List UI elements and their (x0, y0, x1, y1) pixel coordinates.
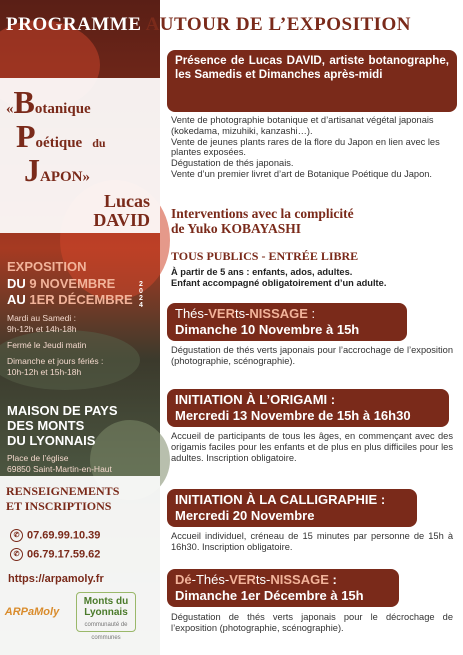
opening-hours (7, 313, 133, 378)
hours-line: 10h-12h et 15h-18h (7, 367, 82, 377)
event-title: Thés-VERts-NISSAGE : (175, 306, 316, 321)
public-heading: TOUS PUBLICS - ENTRÉE LIBRE (171, 249, 359, 263)
phone-icon: ✆ (10, 529, 23, 542)
event-devernissage-box (167, 569, 399, 607)
hours-line: Mardi au Samedi : (7, 313, 76, 323)
venue-block (7, 403, 118, 475)
presence-title-box: Présence de Lucas DAVID, artiste botanographe, les Samedis et Dimanches après-midi (167, 50, 457, 112)
date-start: 9 NOVEMBRE (29, 276, 116, 291)
event-title: Dé-Thés-VERts-NISSAGE : (175, 572, 337, 587)
phone-number-2[interactable]: ✆ 06.79.17.59.62 (10, 548, 100, 561)
word-poetique: oétique (35, 135, 83, 151)
event-vernissage-box (167, 303, 407, 341)
hours-line: Fermé le Jeudi matin (7, 340, 87, 350)
book-title-line-3 (24, 152, 90, 189)
event-title: INITIATION À L’ORIGAMI : (175, 392, 336, 407)
phone-icon: ✆ (10, 548, 23, 561)
date-prefix-du: DU (7, 276, 30, 291)
initial-p: P (16, 118, 36, 154)
book-title-line-2 (16, 118, 106, 155)
event-date: Dimanche 1er Décembre à 15h (175, 587, 364, 603)
author-last-name: DAVID (93, 210, 150, 230)
close-quote: » (82, 169, 90, 185)
author-name (93, 192, 150, 230)
author-first-name: Lucas (103, 191, 150, 211)
monts-du-lyonnais-logo: Monts du Lyonnais communauté de communes (76, 592, 136, 632)
open-quote: « (6, 101, 14, 117)
interventions-heading: Interventions avec la complicité de Yuko KOBAYASHI (171, 206, 354, 236)
exposition-label: EXPOSITION (7, 259, 87, 274)
phone-number-1[interactable]: ✆ 07.69.99.10.39 (10, 529, 100, 542)
title-bar (0, 0, 463, 42)
exposition-block (7, 259, 143, 378)
initial-b: B (13, 84, 35, 120)
hours-line: Dimanche et jours fériés : (7, 356, 104, 366)
venue-name: MAISON DE PAYS DES MONTS DU LYONNAIS (7, 403, 118, 448)
contact-title: RENSEIGNEMENTS ET INSCRIPTIONS (6, 484, 120, 513)
page-title (6, 14, 411, 36)
exposition-year: 2024 (139, 281, 143, 309)
event-date: Mercredi 13 Novembre de 15h à 16h30 (175, 407, 411, 423)
website-link[interactable]: https://arpamoly.fr (8, 573, 104, 585)
event-date: Dimanche 10 Novembre à 15h (175, 321, 360, 337)
event-description: Accueil de participants de tous les âges, en commençant avec des origamis faciles pour les enfants et de plus en plus difficiles pour les adultes. Inscription obligatoire. (171, 431, 453, 463)
event-description: Dégustation de thés verts japonais pour le décrochage de l’exposition (photographie, scénographie). (171, 612, 453, 633)
hours-line: 9h-12h et 14h-18h (7, 324, 77, 334)
contact-card (0, 476, 160, 655)
book-title-line-1 (6, 84, 91, 121)
title-right: AUTOUR DE L’EXPOSITION (145, 14, 412, 35)
title-left: PROGRAMME (6, 14, 146, 35)
word-botanique: otanique (34, 101, 91, 117)
word-du: du (92, 136, 106, 150)
date-end: 1ER DÉCEMBRE (29, 292, 133, 307)
event-description: Dégustation de thés verts japonais pour l’accrochage de l’exposition (photographie, scénographie). (171, 345, 453, 366)
exposition-dates (7, 276, 133, 308)
venue-address: Place de l’église 69850 Saint-Martin-en-Haut (7, 453, 112, 474)
event-date: Mercredi 20 Novembre (175, 507, 315, 523)
arpamoly-logo: ARPaMoly (4, 606, 60, 618)
event-origami-box (167, 389, 449, 427)
initial-j: J (24, 152, 40, 188)
date-prefix-au: AU (7, 292, 30, 307)
book-title-card (0, 78, 160, 233)
event-description: Accueil individuel, créneau de 15 minutes par personne de 15h à 16h30. Inscription obligatoire. (171, 531, 453, 552)
presence-description: Vente de photographie botanique et d’artisanat végétal japonais (kokedama, mizuhiki, kanzashi…). Vente de jeunes plants rares de la flore du Japon en lien avec les plantes exposées. Dégustation de thés japonais. Vente d’un premier livret d’art de Botanique Poétique du Japon. (171, 115, 440, 179)
event-calligraphy-box (167, 489, 417, 527)
event-title: INITIATION À LA CALLIGRAPHIE : (175, 492, 386, 507)
public-details: À partir de 5 ans : enfants, ados, adultes. Enfant accompagné obligatoirement d’un adulte. (171, 267, 387, 288)
word-japon: APON (40, 169, 83, 185)
